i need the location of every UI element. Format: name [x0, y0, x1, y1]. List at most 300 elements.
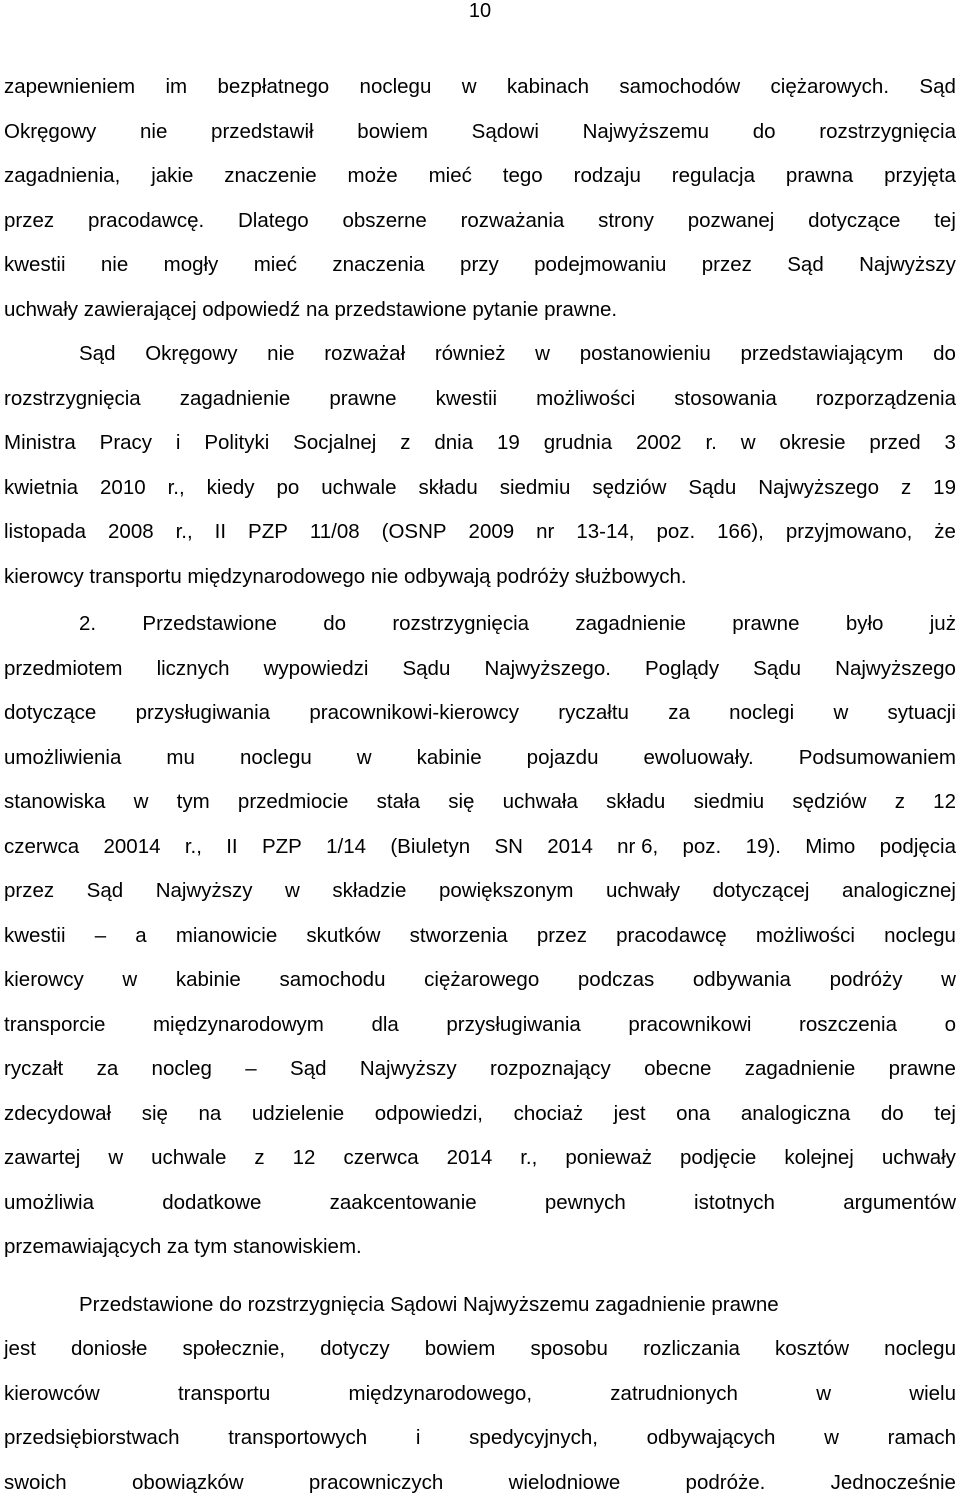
word: uchwale	[321, 475, 397, 499]
word: mieć	[253, 253, 297, 276]
word: było	[845, 612, 884, 635]
word: nie	[267, 342, 295, 365]
word: regulacja	[671, 164, 755, 187]
word: 19	[497, 431, 520, 454]
word: za	[668, 701, 690, 724]
word: rozliczania	[643, 1337, 740, 1360]
word: kierowcy transportu międzynarodowego nie odbywają podróży służbowych.	[4, 564, 687, 588]
word: pojazdu	[526, 745, 599, 769]
word: doniosłe	[71, 1337, 148, 1360]
text-line	[4, 1461, 956, 1506]
word: odbywania	[692, 968, 791, 991]
word: w	[535, 342, 550, 365]
word: 12	[292, 1146, 316, 1169]
word: nr	[536, 520, 555, 543]
word: 19	[933, 475, 956, 499]
word: im	[165, 75, 188, 98]
word: z	[900, 475, 912, 499]
word: do	[933, 342, 956, 365]
word: podróży	[829, 968, 903, 991]
word: czerwca	[343, 1146, 419, 1169]
word: umożliwienia	[4, 745, 122, 769]
word: Sąd	[787, 253, 824, 276]
word: Najwyższy	[155, 879, 253, 902]
word: strony	[598, 208, 654, 232]
text-line	[4, 1181, 956, 1226]
text-line	[4, 555, 956, 600]
word: dodatkowe	[162, 1190, 262, 1214]
word: mianowicie	[175, 923, 278, 947]
word: obecne	[644, 1057, 712, 1080]
word: jest	[4, 1337, 36, 1360]
text-line	[4, 199, 956, 244]
word: w	[824, 1426, 839, 1449]
word: (OSNP	[381, 520, 447, 543]
word: kwestii	[435, 386, 498, 410]
word: czerwca	[4, 834, 80, 858]
word: Przedstawione do rozstrzygnięcia Sądowi Najwyższemu zagadnienie prawne	[79, 1292, 779, 1316]
word: Najwyższego.	[484, 656, 611, 680]
word: nr 6,	[617, 834, 659, 858]
text-line	[4, 110, 956, 155]
word: powiększonym	[438, 879, 574, 902]
text-line	[4, 958, 956, 1003]
word: podejmowaniu	[534, 253, 667, 276]
word: zagadnienia,	[4, 164, 121, 187]
word: znaczenie	[224, 164, 317, 187]
word: sędziów	[792, 790, 867, 813]
word: zapewnieniem	[4, 75, 136, 98]
word: Mimo	[805, 834, 856, 858]
word: r.,	[184, 834, 202, 858]
word: stosowania	[674, 386, 777, 410]
word: że	[934, 520, 956, 543]
word: tej	[934, 1101, 956, 1125]
word: przez	[536, 923, 587, 947]
word: i	[175, 431, 181, 454]
word: 2014	[446, 1146, 493, 1169]
word: możliwości	[536, 386, 636, 410]
word: Sądowi	[471, 119, 539, 143]
text-line	[4, 869, 956, 914]
word: II	[214, 520, 227, 543]
text-line	[4, 647, 956, 692]
word: 20014	[103, 834, 161, 858]
word: przyjęta	[884, 164, 956, 187]
word: rozstrzygnięcia	[819, 119, 956, 143]
word: a	[135, 923, 147, 947]
word: Przedstawione	[142, 612, 277, 635]
word: prawne	[732, 612, 800, 635]
word: z	[254, 1146, 265, 1169]
word: dotyczące	[808, 208, 901, 232]
word: międzynarodowym	[152, 1012, 324, 1036]
text-line	[4, 1136, 956, 1181]
word: bowiem	[424, 1337, 496, 1360]
word: z	[894, 790, 905, 813]
word: kwestii	[4, 253, 66, 276]
word: kierowcy	[4, 968, 84, 991]
word: zatrudnionych	[610, 1381, 738, 1405]
word: tego	[502, 164, 543, 187]
word: 13-14,	[576, 520, 635, 543]
word: przez	[701, 253, 752, 276]
word: roszczenia	[799, 1012, 898, 1036]
word: poz.	[682, 834, 722, 858]
word: podróże.	[685, 1470, 766, 1494]
word: z	[400, 431, 411, 454]
word: r.,	[175, 520, 193, 543]
word: do	[323, 612, 347, 635]
word: SN	[494, 834, 523, 858]
word: pracownikowi	[628, 1012, 752, 1036]
word: możliwości	[755, 923, 855, 947]
word: w	[285, 879, 300, 902]
word: noclegi	[729, 701, 795, 724]
word: argumentów	[843, 1190, 956, 1214]
word: siedmiu	[693, 790, 765, 813]
word: noclegu	[884, 923, 956, 947]
word: prawna	[785, 164, 854, 187]
word: tej	[934, 208, 956, 232]
word: dotyczące	[4, 701, 97, 724]
word: kosztów	[775, 1337, 850, 1360]
word: przedstawił	[211, 119, 314, 143]
word: odpowiedzi,	[374, 1101, 483, 1125]
word: kabinie	[175, 968, 241, 991]
word: PZP	[248, 520, 288, 543]
word: II	[226, 834, 238, 858]
text-line	[4, 1092, 956, 1137]
word: na	[198, 1101, 222, 1125]
word: społecznie,	[182, 1337, 286, 1360]
word: Najwyższy	[859, 253, 956, 276]
word: 12	[933, 790, 956, 813]
word: sposobu	[530, 1337, 608, 1360]
word: przedmiocie	[237, 790, 349, 813]
word: Sąd	[79, 342, 116, 365]
word: rozważania	[460, 208, 565, 232]
word: podjęcia	[879, 834, 956, 858]
word: ramach	[887, 1426, 956, 1449]
word: za	[96, 1057, 119, 1080]
word: swoich	[4, 1470, 67, 1494]
word: kabinach	[506, 75, 589, 98]
text-line	[4, 377, 956, 422]
word: 11/08	[309, 520, 360, 543]
word: r.	[705, 431, 717, 454]
word: 2002	[635, 431, 682, 454]
word: chociaż	[513, 1101, 584, 1125]
word: nie	[139, 119, 168, 143]
word: okresie	[779, 431, 846, 454]
word: w	[356, 745, 372, 769]
word: rozstrzygnięcia	[4, 386, 141, 410]
word: międzynarodowego,	[348, 1381, 533, 1405]
word: listopada	[4, 520, 87, 543]
word: i	[415, 1426, 421, 1449]
word: jakie	[151, 164, 194, 187]
text-line	[4, 1047, 956, 1092]
word: obowiązków	[131, 1470, 244, 1494]
word: rozstrzygnięcia	[392, 612, 530, 635]
word: się	[141, 1101, 168, 1125]
word: pracodawcę.	[87, 208, 205, 232]
word: Dlatego	[237, 208, 309, 232]
word: znaczenia	[332, 253, 425, 276]
word: odbywających	[646, 1426, 776, 1449]
word: analogiczna	[740, 1101, 851, 1125]
word: w	[133, 790, 149, 813]
word: uchwały	[605, 879, 681, 902]
word: Okręgowy	[4, 119, 97, 143]
word: ponieważ	[565, 1146, 652, 1169]
word: Najwyższy	[359, 1057, 457, 1080]
word: przez	[4, 208, 55, 232]
word: stała	[376, 790, 420, 813]
word: rozważał	[324, 342, 406, 365]
text-line	[4, 825, 956, 870]
word: zagadnienie	[179, 386, 291, 410]
page-number: 10	[468, 0, 492, 22]
word: w	[122, 968, 138, 991]
word: przez	[4, 879, 55, 902]
word: składu	[606, 790, 666, 813]
word: przemawiających za tym stanowiskiem.	[4, 1235, 362, 1258]
word: zdecydował	[4, 1101, 112, 1125]
word: mu	[166, 745, 195, 769]
word: udzielenie	[251, 1101, 345, 1125]
word: siedmiu	[499, 475, 571, 499]
word: po	[276, 475, 300, 499]
word: mogły	[163, 253, 219, 276]
word: Pracy	[99, 431, 153, 454]
word: umożliwia	[4, 1190, 94, 1214]
word: Sąd	[290, 1057, 327, 1080]
word: kolejnej	[784, 1146, 854, 1169]
word: wypowiedzi	[263, 656, 369, 680]
word: Podsumowaniem	[798, 745, 956, 769]
word: (Biuletyn	[390, 834, 471, 858]
text-line	[4, 154, 956, 199]
text-line	[4, 1416, 956, 1461]
text-line	[4, 288, 956, 333]
word: Okręgowy	[145, 342, 238, 365]
word: pracowniczych	[308, 1470, 444, 1494]
word: rozporządzenia	[815, 386, 956, 410]
word: uchwała	[502, 790, 578, 813]
word: Ministra	[4, 431, 76, 454]
word: bowiem	[357, 119, 428, 143]
word: pracownikowi-kierowcy	[309, 701, 519, 724]
word: Najwyższemu	[582, 119, 710, 143]
word: spedycyjnych,	[469, 1426, 598, 1449]
word: ona	[676, 1101, 711, 1125]
word: uchwale	[151, 1146, 227, 1169]
text-line	[4, 510, 956, 555]
word: 19).	[745, 834, 781, 858]
word: sytuacji	[887, 701, 956, 724]
text-line	[4, 1327, 956, 1372]
word: zaakcentowanie	[329, 1190, 477, 1214]
word: noclegu	[884, 1337, 956, 1360]
word: analogicznej	[841, 879, 956, 902]
word: Sąd	[86, 879, 124, 902]
word: Sądu	[688, 475, 737, 499]
word: noclegu	[359, 75, 432, 98]
word: przedsiębiorstwach	[4, 1426, 180, 1449]
text-line	[4, 691, 956, 736]
word: 2009	[468, 520, 515, 543]
text-line	[4, 602, 956, 647]
word: w	[816, 1381, 832, 1405]
word: kiedy	[206, 475, 255, 499]
text-line	[4, 1225, 956, 1270]
word: Poglądy	[645, 656, 720, 680]
word: sędziów	[592, 475, 667, 499]
word: do	[880, 1101, 904, 1125]
word: Sądu	[402, 656, 451, 680]
text-line	[4, 780, 956, 825]
word: samochodów	[619, 75, 741, 98]
word: się	[448, 790, 475, 813]
word: nie	[100, 253, 129, 276]
word: pewnych	[544, 1190, 626, 1214]
word: pozwanej	[687, 208, 775, 232]
word: przyjmowano,	[785, 520, 913, 543]
text-line	[4, 1372, 956, 1417]
word: może	[347, 164, 398, 187]
word: prawne	[888, 1057, 956, 1080]
word: Polityki	[204, 431, 270, 454]
word: przysługiwania	[446, 1012, 581, 1036]
word: 2008	[108, 520, 154, 543]
word: 166),	[717, 520, 764, 543]
word: kwestii	[4, 923, 66, 947]
word: stworzenia	[409, 923, 508, 947]
word: samochodu	[279, 968, 386, 991]
word: skutków	[306, 923, 381, 947]
word: zagadnienie	[575, 612, 686, 635]
text-line	[4, 65, 956, 110]
word: mieć	[428, 164, 472, 187]
word: 2.	[79, 612, 97, 635]
word: ryczałt	[4, 1057, 64, 1080]
word: w	[461, 75, 477, 98]
word: o	[944, 1012, 956, 1036]
text-line	[4, 1003, 956, 1048]
word: pracodawcę	[616, 923, 727, 947]
word: grudnia	[543, 431, 613, 454]
word: przy	[460, 253, 499, 276]
word: r.,	[167, 475, 185, 499]
text-line	[4, 1283, 956, 1328]
word: składzie	[332, 879, 407, 902]
word: przedmiotem	[4, 656, 123, 680]
word: 2010	[100, 475, 146, 499]
text-line	[4, 466, 956, 511]
text-line	[4, 332, 956, 377]
word: w	[833, 701, 849, 724]
text-line	[4, 421, 956, 466]
text-line	[4, 243, 956, 288]
word: zagadnienie	[744, 1057, 856, 1080]
word: transporcie	[4, 1012, 106, 1036]
word: jest	[613, 1101, 646, 1125]
word: dla	[371, 1012, 399, 1036]
text-line	[4, 736, 956, 781]
word: kwietnia	[4, 475, 79, 499]
word: uchwały zawierającej odpowiedź na przedstawione pytanie prawne.	[4, 297, 618, 321]
word: bezpłatnego	[217, 75, 330, 98]
word: prawne	[329, 386, 397, 410]
word: kabinie	[416, 745, 482, 769]
word: Sąd	[919, 75, 956, 98]
word: dnia	[434, 431, 474, 454]
word: Sądu	[753, 656, 802, 680]
word: tym	[176, 790, 210, 813]
word: –	[94, 923, 107, 947]
word: istotnych	[694, 1190, 775, 1214]
word: nocleg	[151, 1057, 212, 1080]
word: do	[752, 119, 776, 143]
word: również	[434, 342, 506, 365]
word: ewoluowały.	[643, 745, 754, 769]
word: transportowych	[228, 1426, 368, 1449]
word: licznych	[156, 656, 230, 680]
word: r.,	[520, 1146, 538, 1169]
word: przed	[869, 431, 921, 454]
word: wielodniowe	[508, 1470, 621, 1494]
word: w	[740, 431, 756, 454]
word: uchwały	[881, 1146, 956, 1169]
word: ciężarowych.	[770, 75, 890, 98]
word: w	[941, 968, 956, 991]
word: ciężarowego	[424, 968, 540, 991]
word: stanowiska	[4, 790, 106, 813]
word: obszerne	[342, 208, 427, 232]
word: podczas	[577, 968, 655, 991]
word: ryczałtu	[558, 701, 629, 724]
word: 2014	[547, 834, 593, 858]
word: Socjalnej	[293, 431, 377, 454]
word: już	[929, 612, 956, 635]
word: poz.	[656, 520, 696, 543]
word: zawartej	[4, 1146, 81, 1169]
word: rozpoznający	[490, 1057, 611, 1080]
word: Najwyższego	[758, 475, 879, 499]
word: 1/14	[326, 834, 367, 858]
word: rodzaju	[573, 164, 641, 187]
word: podjęcie	[679, 1146, 757, 1169]
word: noclegu	[239, 745, 312, 769]
word: –	[245, 1057, 257, 1080]
word: transportu	[177, 1381, 271, 1405]
word: Najwyższego	[835, 656, 956, 680]
word: 3	[944, 431, 956, 454]
word: dotyczy	[320, 1337, 390, 1360]
document-body	[4, 65, 956, 1505]
word: w	[108, 1146, 124, 1169]
word: przedstawiającym	[740, 342, 904, 365]
word: składu	[418, 475, 478, 499]
text-line	[4, 914, 956, 959]
word: PZP	[261, 834, 302, 858]
word: przysługiwania	[135, 701, 271, 724]
word: kierowców	[4, 1381, 100, 1405]
word: dotyczącej	[712, 879, 810, 902]
word: Jednocześnie	[830, 1470, 956, 1494]
